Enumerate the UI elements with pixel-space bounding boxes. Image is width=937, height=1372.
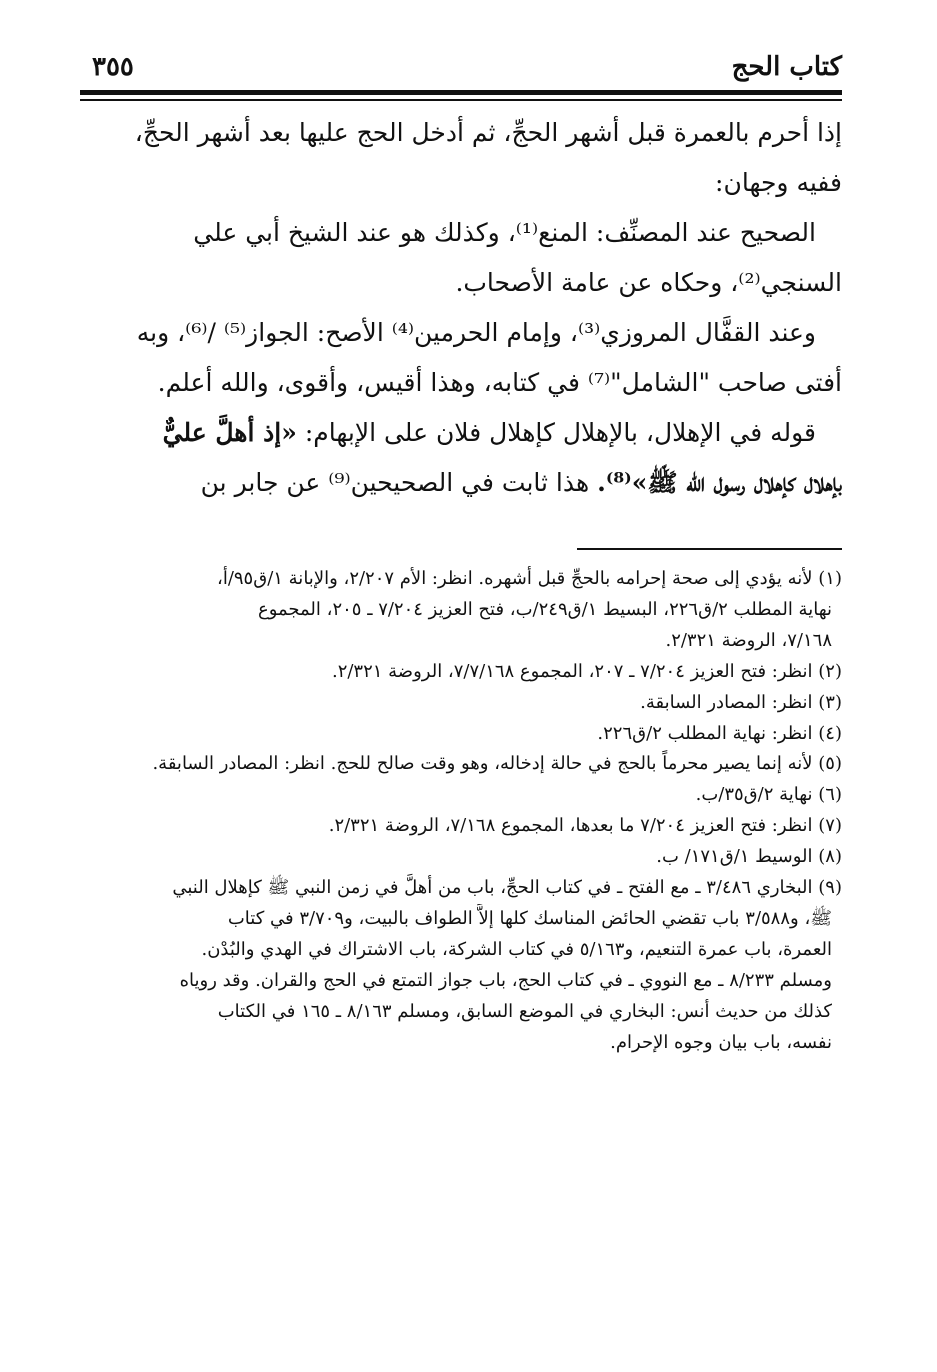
body-line: إذا أحرم بالعمرة قبل أشهر الحجِّ، ثم أدخل الحج عليها بعد أشهر الحجِّ، xyxy=(134,118,842,147)
running-title: كتاب الحج xyxy=(731,52,842,82)
footnote-line: (١) لأنه يؤدي إلى صحة إحرامه بالحجِّ قبل أشهره. انظر: الأم ٢/٢٠٧، والإبانة ١/ق٩٥/أ، xyxy=(217,568,842,589)
body-line: الصحيح عند المصنِّف: المنع⁽¹⁾، وكذلك هو عند الشيخ أبي علي xyxy=(193,218,816,247)
body-line xyxy=(80,408,842,458)
footnote-line: (٤) انظر: نهاية المطلب ٢/ق٢٢٦. xyxy=(597,722,842,744)
footnote-line: العمرة، باب عمرة التنعيم، و٥/١٦٣ في كتاب الشركة، باب الاشتراك في الهدي والبُدْن. xyxy=(201,938,832,960)
header-rule-thick xyxy=(80,90,842,95)
footnote-line: (٧) انظر: فتح العزيز ٧/٢٠٤ ما بعدها، المجموع ٧/١٦٨، الروضة ٢/٣٢١. xyxy=(328,815,842,837)
main-text xyxy=(80,108,842,508)
footnote-line: (٥) لأنه إنما يصير محرماً بالحج في حالة إدخاله، وهو وقت صالح للحج. انظر: المصادر السابقة. xyxy=(152,753,842,775)
footnotes xyxy=(80,564,842,1059)
footnote-line: (٦) نهاية ٢/ق٣٥/ب. xyxy=(695,784,842,806)
footnote-line: (٢) انظر: فتح العزيز ٧/٢٠٤ ـ ٢٠٧، المجموع ٧/٧/١٦٨، الروضة ٢/٣٢١. xyxy=(331,660,842,682)
body-line: وعند القفَّال المروزي⁽³⁾، وإمام الحرمين⁽⁴⁾ الأصح: الجواز⁽⁵⁾ /⁽⁶⁾، وبه xyxy=(136,318,816,347)
body-line: السنجي⁽²⁾، وحكاه عن عامة الأصحاب. xyxy=(455,268,842,297)
footnote-line: نهاية المطلب ٢/ق٢٢٦، البسيط ١/ق٢٤٩/ب، فتح العزيز ٧/٢٠٤ ـ ٢٠٥، المجموع xyxy=(257,598,832,620)
footnote-line: (٩) البخاري ٣/٤٨٦ ـ مع الفتح ـ في كتاب الحجِّ، باب من أهلَّ في زمن النبي ﷺ كإهلال النبي xyxy=(172,877,842,899)
page-number: ٣٥٥ xyxy=(92,52,134,82)
page-header xyxy=(80,52,842,92)
header-rule-thin xyxy=(80,99,842,101)
footnote-line: كذلك من حديث أنس: البخاري في الموضع السابق، ومسلم ٨/١٦٣ ـ ١٦٥ في الكتاب xyxy=(217,1000,832,1022)
body-line xyxy=(80,458,842,508)
footnote-line: (٣) انظر: المصادر السابقة. xyxy=(640,691,842,713)
body-line-text: قوله في الإهلال، بالإهلال كإهلال فلان على الإبهام: xyxy=(304,418,816,447)
body-line-text: عن جابر بن xyxy=(200,468,321,497)
footnote-line: ومسلم ٨/٢٣٣ ـ مع النووي ـ في كتاب الحج، باب جواز التمتع في الحج والقران. وقد روياه xyxy=(179,969,832,991)
hadith-quote: «إذ أهلَّ عليٌّ xyxy=(162,418,297,447)
footnote-line: ﷺ، و٣/٥٨٨ باب تقضي الحائض المناسك كلها إلاَّ الطواف بالبيت، و٣/٧٠٩ في كتاب xyxy=(227,907,832,929)
body-line: ففيه وجهان: xyxy=(715,168,842,197)
hadith-quote: بإهلال كإهلال رسول الله ﷺ»⁽⁸⁾. xyxy=(597,468,842,497)
footnote-line: نفسه، باب بيان وجوه الإحرام. xyxy=(610,1031,832,1053)
body-line: أفتى صاحب "الشامل"⁽⁷⁾ في كتابه، وهذا أقيس، وأقوى، والله أعلم. xyxy=(157,368,842,397)
footnote-separator xyxy=(577,548,842,550)
footnote-line: ٧/١٦٨، الروضة ٢/٣٢١. xyxy=(665,629,832,651)
footnote-line: (٨) الوسيط ١/ق١٧١/ ب. xyxy=(656,846,842,868)
body-line-text: هذا ثابت في الصحيحين⁽⁹⁾ xyxy=(328,468,590,497)
